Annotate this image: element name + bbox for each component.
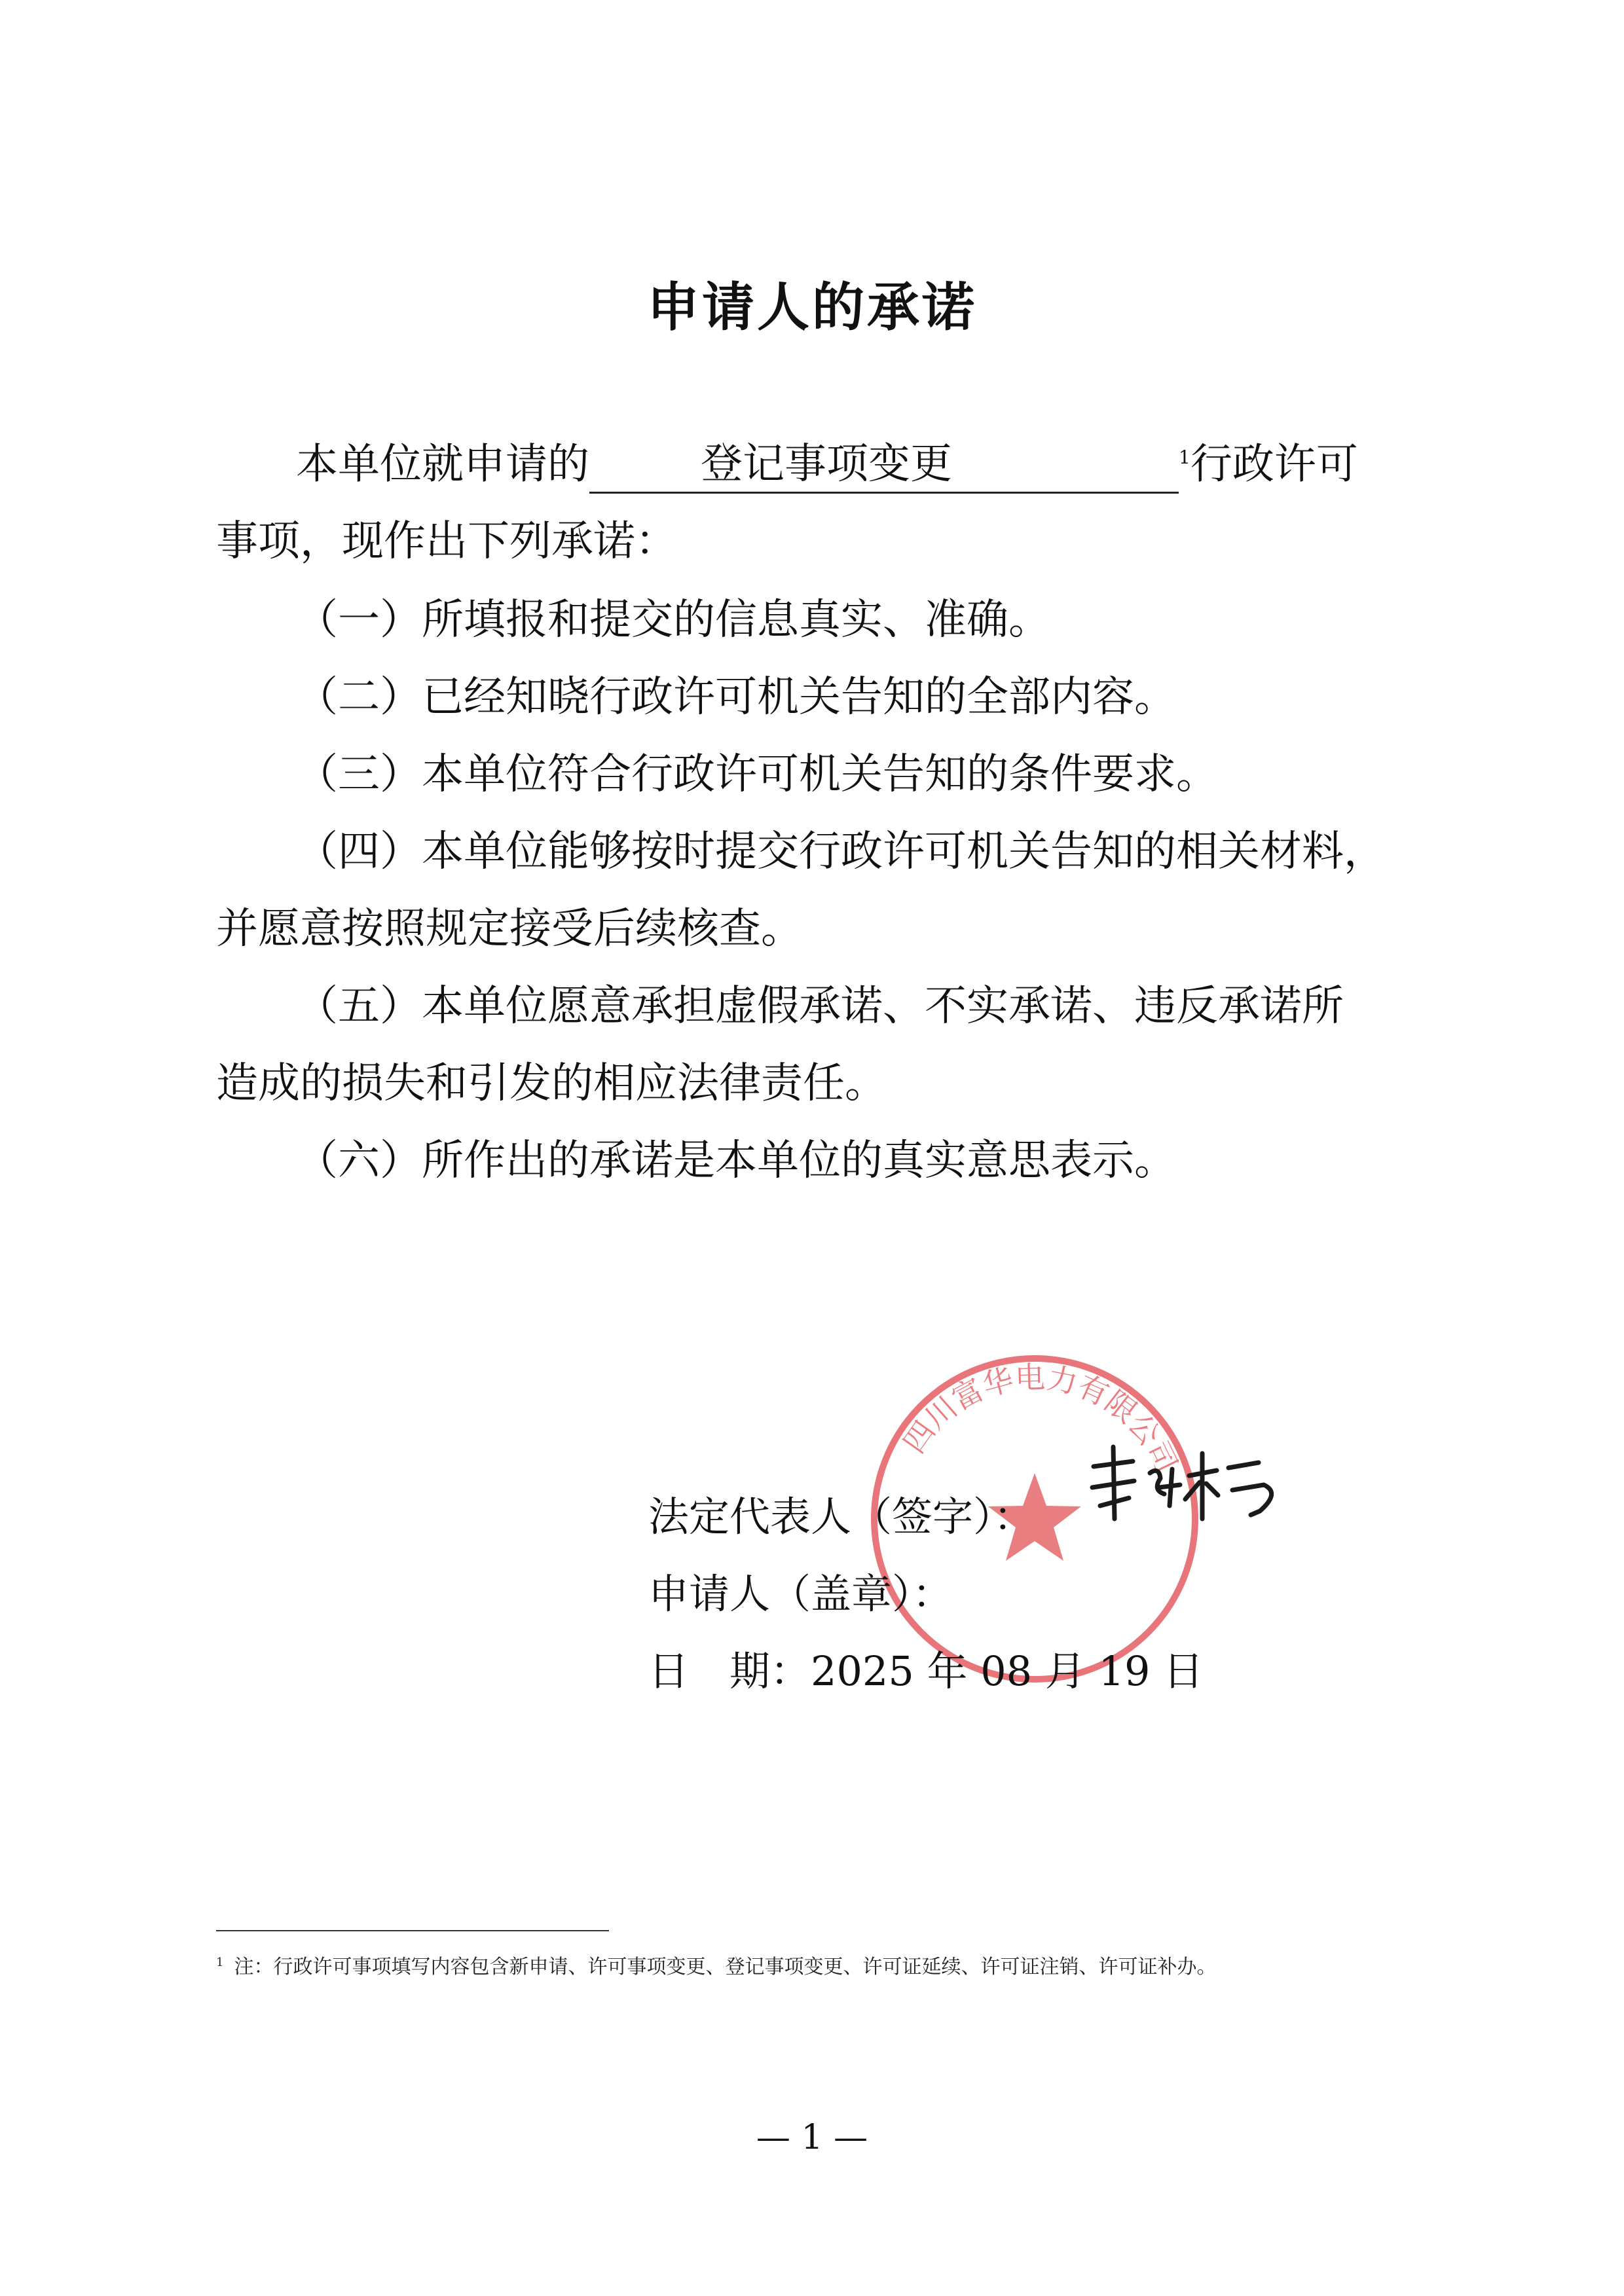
- commitment-item-4-cont: 并愿意按照规定接受后续核查。: [216, 905, 803, 953]
- commitment-list: [216, 581, 1395, 1199]
- filled-value: 登记事项变更: [701, 440, 952, 489]
- commitment-item-4: （四）本单位能够按时提交行政许可机关告知的相关材料，: [296, 828, 1386, 876]
- footnote: [216, 1946, 1395, 1984]
- commitment-item-2: （二）已经知晓行政许可机关告知的全部内容。: [296, 673, 1176, 721]
- page-number: — 1 —: [756, 2118, 868, 2157]
- commitment-item-5-cont: 造成的损失和引发的相应法律责任。: [216, 1059, 887, 1108]
- intro-suffix: 行政许可: [1190, 440, 1358, 489]
- legal-rep-signature-line: 法定代表人（签字）：: [648, 1493, 1035, 1540]
- applicant-seal-line: 申请人（盖章）：: [648, 1570, 953, 1618]
- commitment-item-5: （五）本单位愿意承担虚假承诺、不实承诺、违反承诺所: [296, 982, 1344, 1030]
- footnote-ref: 1: [1179, 446, 1190, 468]
- intro-line-2: 事项，现作出下列承诺：: [216, 517, 677, 566]
- footnote-text: 注：行政许可事项填写内容包含新申请、许可事项变更、登记事项变更、许可证延续、许可证注销、许可证补办。: [234, 1956, 1217, 1978]
- commitment-item-3: （三）本单位符合行政许可机关告知的条件要求。: [296, 750, 1218, 799]
- intro-prefix: 本单位就申请的: [296, 440, 589, 489]
- commitment-item-1: （一）所填报和提交的信息真实、准确。: [296, 596, 1050, 644]
- intro-paragraph: [216, 419, 1395, 580]
- date-label: 日 期：: [648, 1647, 811, 1695]
- date-value: 2025 年 08 月 19 日: [811, 1647, 1204, 1695]
- intro-line-1: [216, 419, 1395, 503]
- date-line: [648, 1633, 1204, 1710]
- footnote-divider: [216, 1930, 609, 1931]
- commitment-item-6: （六）所作出的承诺是本单位的真实意思表示。: [296, 1137, 1176, 1185]
- handwritten-signature: [1087, 1427, 1310, 1532]
- document-title: 申请人的承诺: [647, 277, 977, 338]
- seal-text: 四川富华电力有限公司: [896, 1359, 1185, 1478]
- footnote-number: 1: [216, 1956, 224, 1969]
- filled-application-item: [589, 437, 1179, 494]
